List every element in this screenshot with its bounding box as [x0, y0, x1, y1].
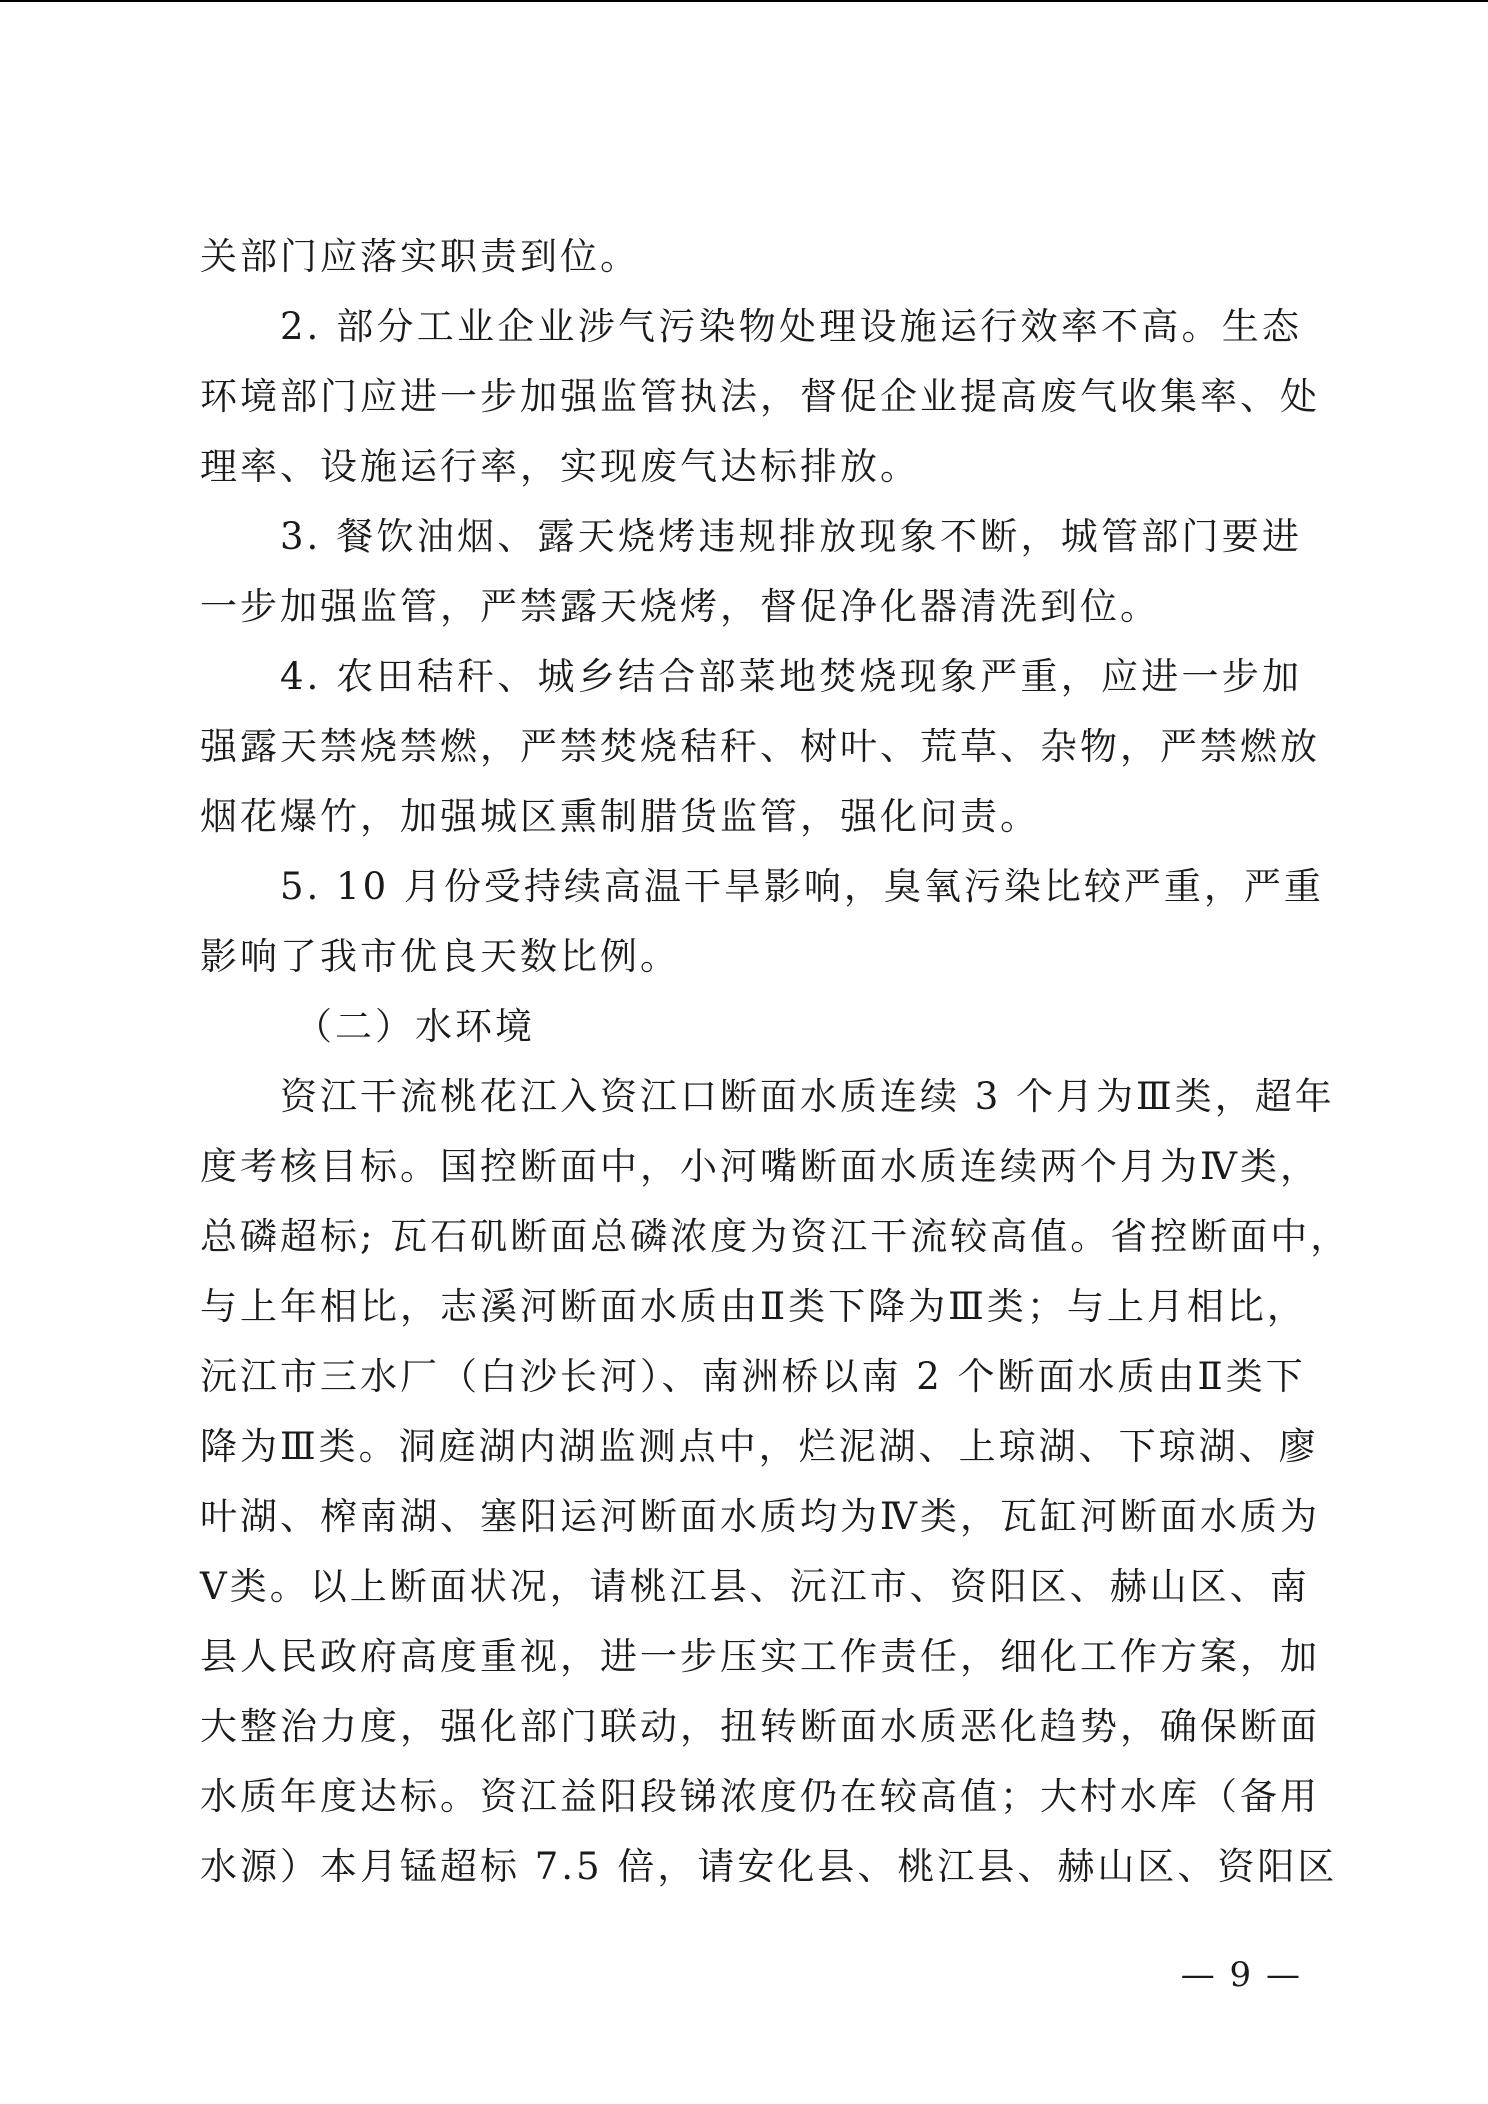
document-page [200, 222, 1351, 1902]
text-line: 度考核目标。国控断面中，小河嘴断面水质连续两个月为Ⅳ类， [200, 1145, 1320, 1188]
text-line: 3. 餐饮油烟、露天烧烤违规排放现象不断，城管部门要进 [280, 515, 1302, 558]
text-line: 大整治力度，强化部门联动，扭转断面水质恶化趋势，确保断面 [200, 1705, 1320, 1748]
text-line: 县人民政府高度重视，进一步压实工作责任，细化工作方案，加 [200, 1635, 1320, 1678]
section-heading: （二）水环境 [295, 1005, 535, 1048]
text-line: 关部门应落实职责到位。 [200, 235, 640, 278]
text-line: 烟花爆竹，加强城区熏制腊货监管，强化问责。 [200, 795, 1040, 838]
text-line: 水质年度达标。资江益阳段锑浓度仍在较高值；大村水库（备用 [200, 1775, 1320, 1818]
text-line: 水源）本月锰超标 7.5 倍，请安化县、桃江县、赫山区、资阳区 [200, 1845, 1338, 1888]
top-border-rule [0, 0, 1488, 2]
text-line: 沅江市三水厂（白沙长河）、南洲桥以南 2 个断面水质由Ⅱ类下 [200, 1355, 1306, 1398]
text-line: 与上年相比，志溪河断面水质由Ⅱ类下降为Ⅲ类；与上月相比， [200, 1285, 1307, 1328]
text-line: 环境部门应进一步加强监管执法，督促企业提高废气收集率、处 [200, 375, 1320, 418]
page-number: — 9 — [1180, 1955, 1302, 1995]
text-line: 理率、设施运行率，实现废气达标排放。 [200, 445, 920, 488]
text-line: 5. 10 月份受持续高温干旱影响，臭氧污染比较严重，严重 [280, 865, 1324, 908]
text-line: 叶湖、榨南湖、塞阳运河断面水质均为Ⅳ类，瓦缸河断面水质为 [200, 1495, 1320, 1538]
text-line: 强露天禁烧禁燃，严禁焚烧秸秆、树叶、荒草、杂物，严禁燃放 [200, 725, 1320, 768]
text-line: Ⅴ类。以上断面状况，请桃江县、沅江市、资阳区、赫山区、南 [200, 1565, 1310, 1608]
text-line: 影响了我市优良天数比例。 [200, 935, 680, 978]
text-line: 降为Ⅲ类。洞庭湖内湖监测点中，烂泥湖、上琼湖、下琼湖、廖 [200, 1425, 1319, 1468]
text-line: 资江干流桃花江入资江口断面水质连续 3 个月为Ⅲ类，超年 [280, 1075, 1335, 1118]
text-line: 总磷超标; 瓦石矶断面总磷浓度为资江干流较高值。省控断面中， [200, 1215, 1351, 1258]
text-line: 4. 农田秸秆、城乡结合部菜地焚烧现象严重，应进一步加 [280, 655, 1302, 698]
text-line: 2. 部分工业企业涉气污染物处理设施运行效率不高。生态 [280, 305, 1302, 348]
text-line: 一步加强监管，严禁露天烧烤，督促净化器清洗到位。 [200, 585, 1160, 628]
